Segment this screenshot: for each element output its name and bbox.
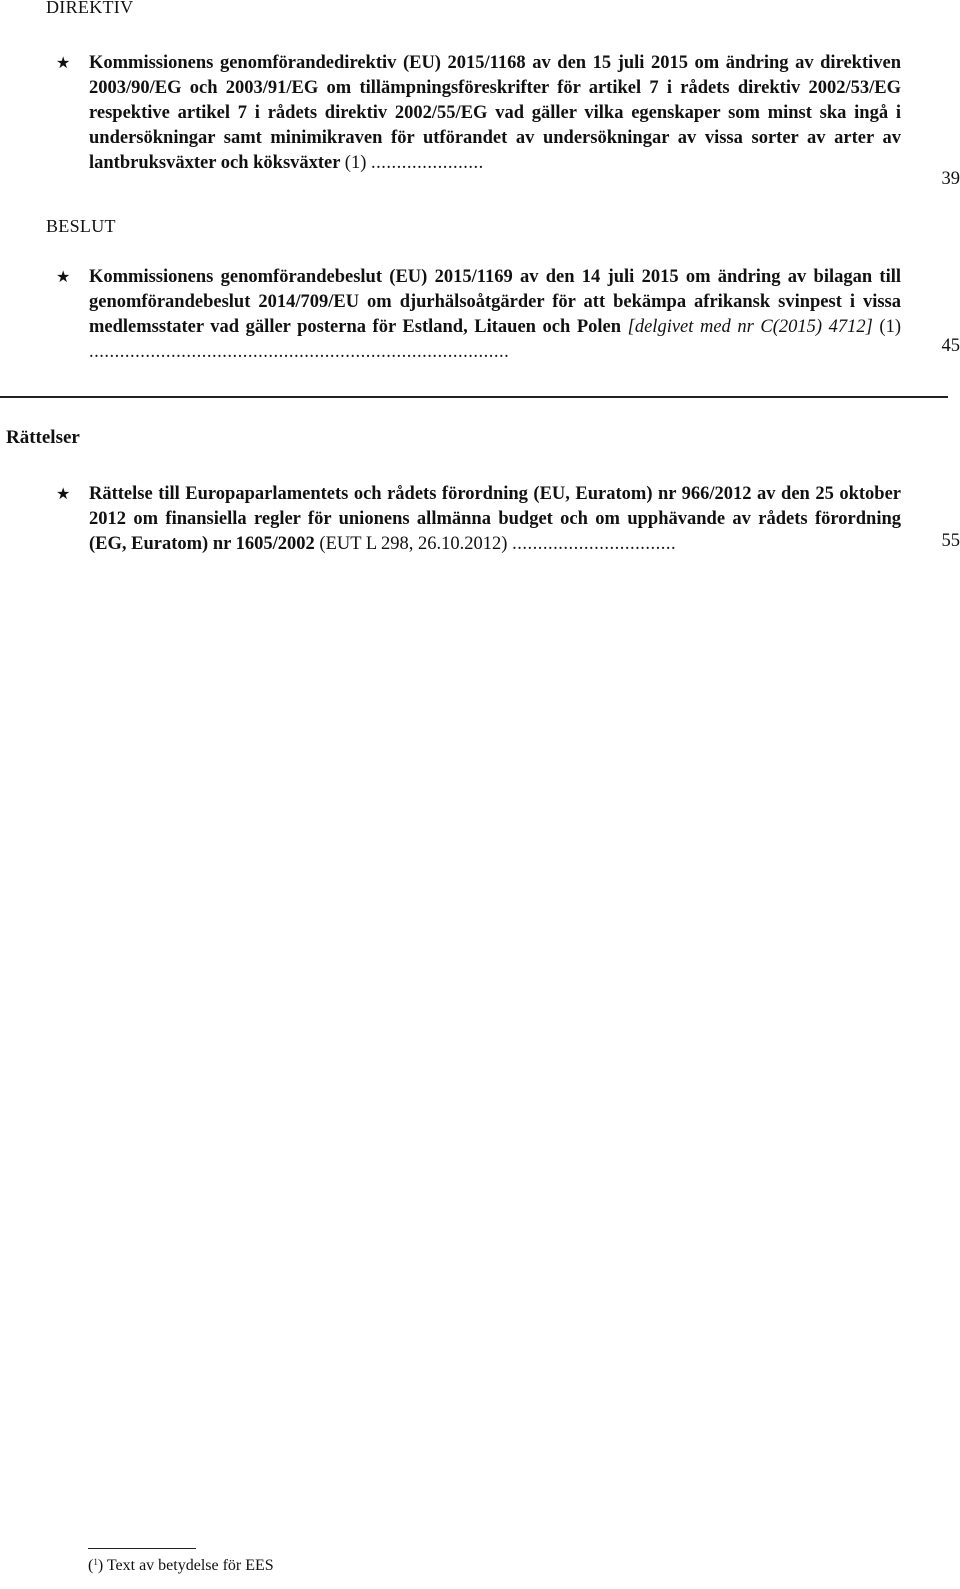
page-number[interactable]: 45 — [941, 336, 960, 356]
footnote-ref[interactable]: (1) — [344, 153, 367, 173]
leader-dots: ................................ — [512, 534, 677, 554]
page-number[interactable]: 39 — [941, 169, 960, 189]
footnote-divider — [88, 1548, 196, 1549]
entry-title-text: Kommissionens genomförandedirektiv (EU) 2015/1168 av den 15 juli 2015 om ändring av direktiven 2003/90/EG och 2003/91/EG om tillämpningsföreskrifter för artikel 7 i rådets direktiv 2002/53/EG respektive artikel 7 i rådets direktiv 2002/55/EG vad gäller vilka egenskaper som minst ska ingå i undersökningar samt minimikraven för utförandet av undersökningar av vissa sorter av arter av lantbruksväxter och köksväxter — [89, 53, 901, 173]
eea-star-icon: ★ — [56, 269, 71, 286]
section-label-direktiv: DIREKTIV — [46, 0, 134, 17]
page-number[interactable]: 55 — [941, 531, 960, 551]
eea-star-icon: ★ — [56, 55, 71, 72]
section-label-beslut: BESLUT — [46, 216, 116, 236]
entry-title-text: Rättelse till Europaparlamentets och rådets förordning (EU, Euratom) nr 966/2012 av den 25 oktober 2012 om finansiella regler för unionens allmänna budget och om upphävande av rådets förordning (EG, Euratom) nr 1605/2002 — [89, 484, 901, 554]
footnote: ($^1$) Text av betydelse för EES — [88, 1557, 274, 1574]
heading-rattelser: Rättelser — [6, 427, 80, 448]
footnote-marker: 1 — [93, 1557, 98, 1567]
toc-entry-beslut[interactable] — [56, 265, 960, 365]
entry-title — [89, 51, 901, 176]
footnote-text: Text av betydelse för EES — [106, 1557, 274, 1574]
eea-star-icon: ★ — [56, 486, 71, 503]
toc-entry-direktiv[interactable] — [56, 51, 960, 189]
leader-dots: ...................... — [370, 153, 484, 173]
source-ref: (EUT L 298, 26.10.2012) — [319, 534, 508, 554]
entry-title — [89, 265, 901, 365]
section-divider — [0, 396, 948, 398]
entry-title — [89, 482, 901, 557]
footnote-ref[interactable]: (1) — [879, 317, 901, 337]
entry-title-text: Kommissionens genomförandebeslut (EU) 2015/1169 av den 14 juli 2015 om ändring av bilagan till genomförandebeslut 2014/709/EU om djurhälsoåtgärder för att bekämpa afrikansk svinpest i vissa medlemsstater vad gäller posterna för Estland, Litauen och Polen — [89, 267, 901, 337]
toc-entry-rattelse[interactable] — [56, 482, 960, 557]
notification-ref: [delgivet med nr C(2015) 4712] — [627, 317, 873, 337]
leader-dots: .................................................................................. — [89, 342, 510, 362]
